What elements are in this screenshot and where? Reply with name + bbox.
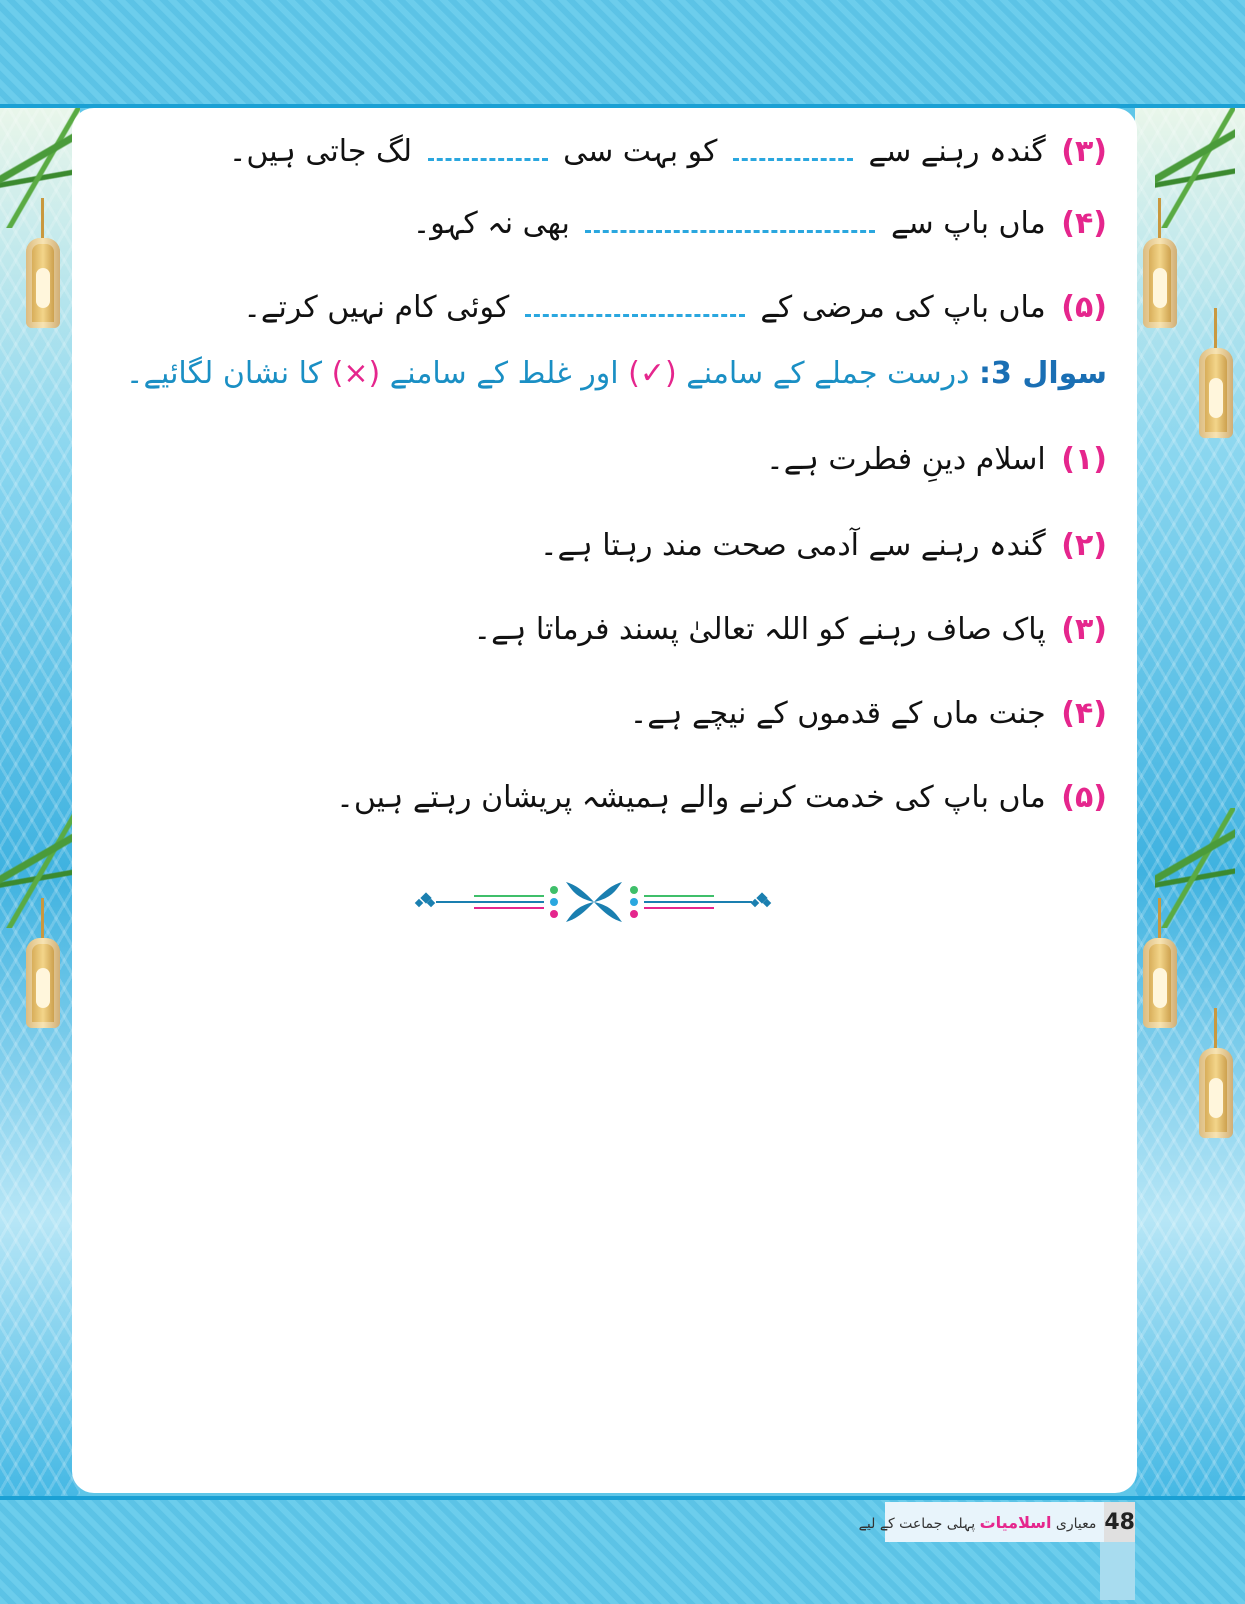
item-text: گندہ رہنے سے	[868, 134, 1046, 169]
palm-leaf-icon	[0, 108, 80, 228]
statement-text: جنت ماں کے قدموں کے نیچے ہے۔	[629, 696, 1046, 731]
check-mark-icon: (✓)	[628, 356, 677, 391]
question-three-heading	[126, 356, 1107, 391]
statement-text: پاک صاف رہنے کو اللہ تعالیٰ پسند فرماتا ہے۔	[473, 612, 1046, 647]
left-decorative-border	[0, 108, 80, 1496]
cross-mark-icon: (×)	[331, 356, 381, 391]
fill-blank-item-3	[229, 134, 1107, 169]
question-label: سوال 3:	[979, 356, 1107, 391]
statement-5[interactable]	[336, 780, 1107, 815]
item-text: کوئی کام نہیں کرتے۔	[243, 290, 510, 325]
worksheet-content	[72, 108, 1137, 1493]
book-title	[859, 1513, 1097, 1532]
question-text: درست جملے کے سامنے	[686, 356, 970, 391]
statement-number: (۴)	[1061, 696, 1107, 731]
lantern-icon	[26, 938, 60, 1028]
item-text: لگ جاتی ہیں۔	[228, 134, 412, 169]
statement-1[interactable]	[766, 442, 1107, 477]
fill-blank-item-5	[243, 290, 1107, 325]
statement-number: (۳)	[1061, 612, 1107, 647]
question-text: کا نشان لگائیے۔	[125, 356, 323, 391]
item-text: ماں باپ سے	[890, 206, 1046, 241]
book-title-suffix: پہلی جماعت کے لیے	[858, 1515, 976, 1532]
statement-number: (۵)	[1061, 780, 1107, 815]
statement-number: (۱)	[1061, 442, 1107, 477]
statement-3[interactable]	[474, 612, 1107, 647]
page-number: 48	[1104, 1502, 1135, 1542]
item-number: (۴)	[1061, 206, 1107, 241]
statement-2[interactable]	[540, 528, 1107, 563]
worksheet-page	[72, 108, 1137, 1493]
palm-leaf-icon	[1155, 108, 1235, 228]
book-title-brand: اسلامیات	[979, 1512, 1052, 1532]
statement-text: اسلام دینِ فطرت ہے۔	[766, 442, 1046, 477]
statement-text: گندہ رہنے سے آدمی صحت مند رہتا ہے۔	[539, 528, 1046, 563]
lantern-icon	[1199, 348, 1233, 438]
page-footer	[858, 1502, 1135, 1542]
top-decorative-band	[0, 0, 1245, 108]
lantern-icon	[1199, 1048, 1233, 1138]
blank-field[interactable]	[428, 140, 548, 161]
question-text: اور غلط کے سامنے	[389, 356, 619, 391]
section-divider-ornament-icon	[414, 876, 774, 926]
item-number: (۵)	[1061, 290, 1107, 325]
lantern-icon	[1143, 938, 1177, 1028]
lantern-icon	[26, 238, 60, 328]
blank-field[interactable]	[733, 140, 853, 161]
statement-text: ماں باپ کی خدمت کرنے والے ہمیشہ پریشان رہتے ہیں۔	[336, 780, 1046, 815]
statement-number: (۲)	[1061, 528, 1107, 563]
right-decorative-border	[1135, 108, 1245, 1496]
blank-field[interactable]	[585, 212, 875, 233]
statement-4[interactable]	[630, 696, 1107, 731]
palm-leaf-icon	[1155, 808, 1235, 928]
lantern-icon	[1143, 238, 1177, 328]
footer-tab-strip	[1100, 1542, 1135, 1600]
book-title-prefix: معیاری	[1055, 1515, 1097, 1532]
item-text: کو بہت سی	[563, 134, 718, 169]
item-text: بھی نہ کہو۔	[412, 206, 570, 241]
fill-blank-item-4	[413, 206, 1107, 241]
item-text: ماں باپ کی مرضی کے	[760, 290, 1046, 325]
blank-field[interactable]	[525, 296, 745, 317]
item-number: (۳)	[1061, 134, 1107, 169]
palm-leaf-icon	[0, 808, 80, 928]
